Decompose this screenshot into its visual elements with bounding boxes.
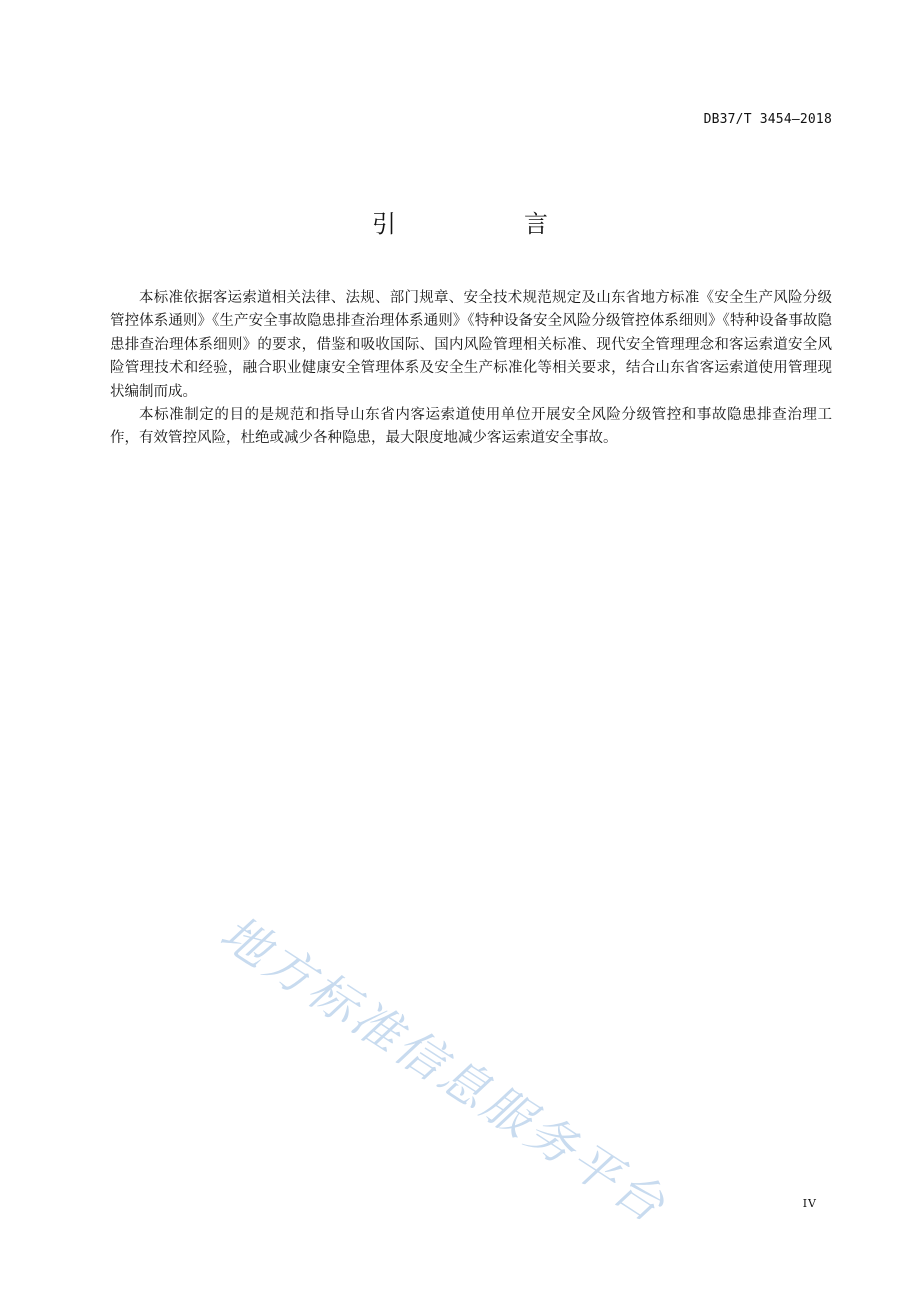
paragraph-1: 本标准依据客运索道相关法律、法规、部门规章、安全技术规范规定及山东省地方标准《安全生产风险分级管控体系通则》《生产安全事故隐患排查治理体系通则》《特种设备安全风险分级管控体系细则》《特种设备事故隐患排查治理体系细则》的要求，借鉴和吸收国际、国内风险管理相关标准、现代安全管理理念和客运索道安全风险管理技术和经验，融合职业健康安全管理体系及安全生产标准化等相关要求，结合山东省客运索道使用管理现状编制而成。 <box>110 290 832 400</box>
paragraph-2: 本标准制定的目的是规范和指导山东省内客运索道使用单位开展安全风险分级管控和事故隐患排查治理工作，有效管控风险，杜绝或减少各种隐患，最大限度地减少客运索道安全事故。 <box>110 407 832 447</box>
page-number: IV <box>802 1197 817 1210</box>
watermark: 地方标准信息服务平台 <box>210 904 677 1235</box>
standard-number: DB37/T 3454—2018 <box>703 112 832 127</box>
introduction-body <box>110 287 832 451</box>
page-title: 引 言 <box>372 210 600 238</box>
